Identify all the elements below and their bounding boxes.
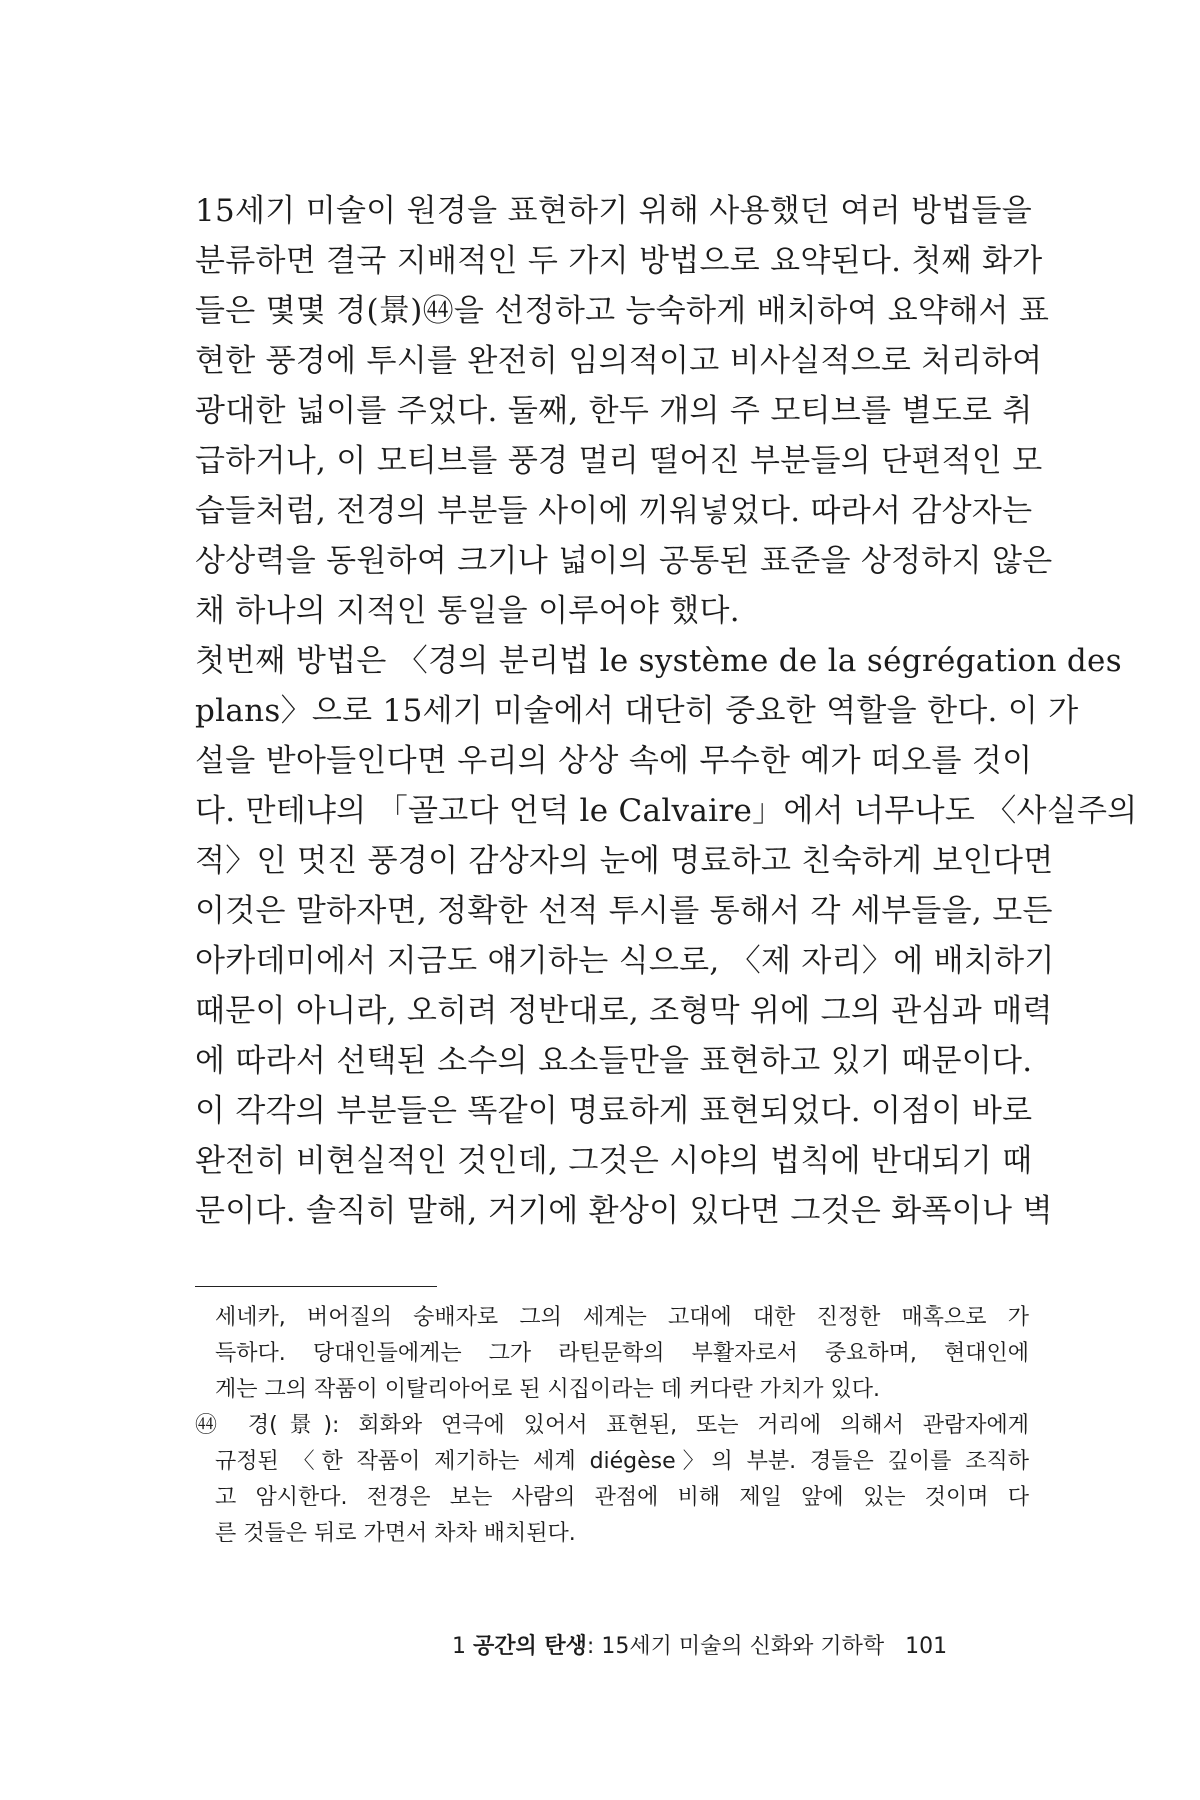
body-line: 채 하나의 지적인 통일을 이루어야 했다. (195, 593, 740, 629)
body-line: 급하거나, 이 모티브를 풍경 멀리 떨어진 부분들의 단편적인 모 (195, 443, 1043, 479)
body-line: 아카데미에서 지금도 얘기하는 식으로, 〈제 자리〉에 배치하기 (195, 943, 1055, 979)
body-line: 에 따라서 선택된 소수의 요소들만을 표현하고 있기 때문이다. (195, 1043, 1033, 1079)
body-line: plans〉으로 15세기 미술에서 대단히 중요한 역할을 한다. 이 가 (195, 693, 1079, 729)
page-footer (452, 1629, 1027, 1665)
footnote-line: ㊹ 경(景): 회화와 연극에 있어서 표현된, 또는 거리에 의해서 관람자에게 (195, 1413, 1029, 1438)
body-line: 15세기 미술이 원경을 표현하기 위해 사용했던 여러 방법들을 (195, 193, 1033, 229)
page-number: 101 (905, 1634, 948, 1659)
body-line: 현한 풍경에 투시를 완전히 임의적이고 비사실적으로 처리하여 (195, 343, 1043, 379)
body-line: 문이다. 솔직히 말해, 거기에 환상이 있다면 그것은 화폭이나 벽 (195, 1193, 1053, 1229)
body-line: 다. 만테냐의 「골고다 언덕 le Calvaire」에서 너무나도 〈사실주의 (195, 793, 1138, 829)
chapter-number: 1 (452, 1634, 466, 1659)
body-line: 상상력을 동원하여 크기나 넓이의 공통된 표준을 상정하지 않은 (195, 543, 1053, 579)
body-line: 분류하면 결국 지배적인 두 가지 방법으로 요약된다. 첫째 화가 (195, 243, 1043, 279)
body-line: 첫번째 방법은 〈경의 분리법 le système de la ségrégation des (195, 643, 1122, 679)
body-line: 습들처럼, 전경의 부분들 사이에 끼워넣었다. 따라서 감상자는 (195, 493, 1033, 529)
body-line: 이 각각의 부분들은 똑같이 명료하게 표현되었다. 이점이 바로 (195, 1093, 1033, 1129)
body-text (195, 186, 1138, 1236)
footnote-divider (195, 1286, 437, 1287)
footnote-line: 게는 그의 작품이 이탈리아어로 된 시집이라는 데 커다란 가치가 있다. (215, 1377, 880, 1402)
body-line: 설을 받아들인다면 우리의 상상 속에 무수한 예가 떠오를 것이 (195, 743, 1033, 779)
body-line: 이것은 말하자면, 정확한 선적 투시를 통해서 각 세부들을, 모든 (195, 893, 1053, 929)
body-line: 들은 몇몇 경(景)㊹을 선정하고 능숙하게 배치하여 요약해서 표 (195, 293, 1050, 329)
chapter-title: 공간의 탄생 (473, 1634, 587, 1659)
footnote-line: 득하다. 당대인들에게는 그가 라틴문학의 부활자로서 중요하며, 현대인에 (215, 1341, 1029, 1366)
body-line: 완전히 비현실적인 것인데, 그것은 시야의 법칙에 반대되기 때 (195, 1143, 1033, 1179)
body-line: 광대한 넓이를 주었다. 둘째, 한두 개의 주 모티브를 별도로 취 (195, 393, 1033, 429)
footnote-line: 규정된 〈한 작품이 제기하는 세계 diégèse〉의 부분. 경들은 깊이를 조직하 (215, 1449, 1029, 1474)
body-line: 적〉인 멋진 풍경이 감상자의 눈에 명료하고 친숙하게 보인다면 (195, 843, 1054, 879)
chapter-subtitle: : 15세기 미술의 신화와 기하학 (586, 1634, 885, 1659)
footnotes (195, 1300, 1029, 1552)
footnote-line: 세네카, 버어질의 숭배자로 그의 세계는 고대에 대한 진정한 매혹으로 가 (215, 1305, 1029, 1330)
body-line: 때문이 아니라, 오히려 정반대로, 조형막 위에 그의 관심과 매력 (195, 993, 1053, 1029)
footnote-line: 고 암시한다. 전경은 보는 사람의 관점에 비해 제일 앞에 있는 것이며 다 (215, 1485, 1029, 1510)
footnote-line: 른 것들은 뒤로 가면서 차차 배치된다. (215, 1521, 576, 1546)
